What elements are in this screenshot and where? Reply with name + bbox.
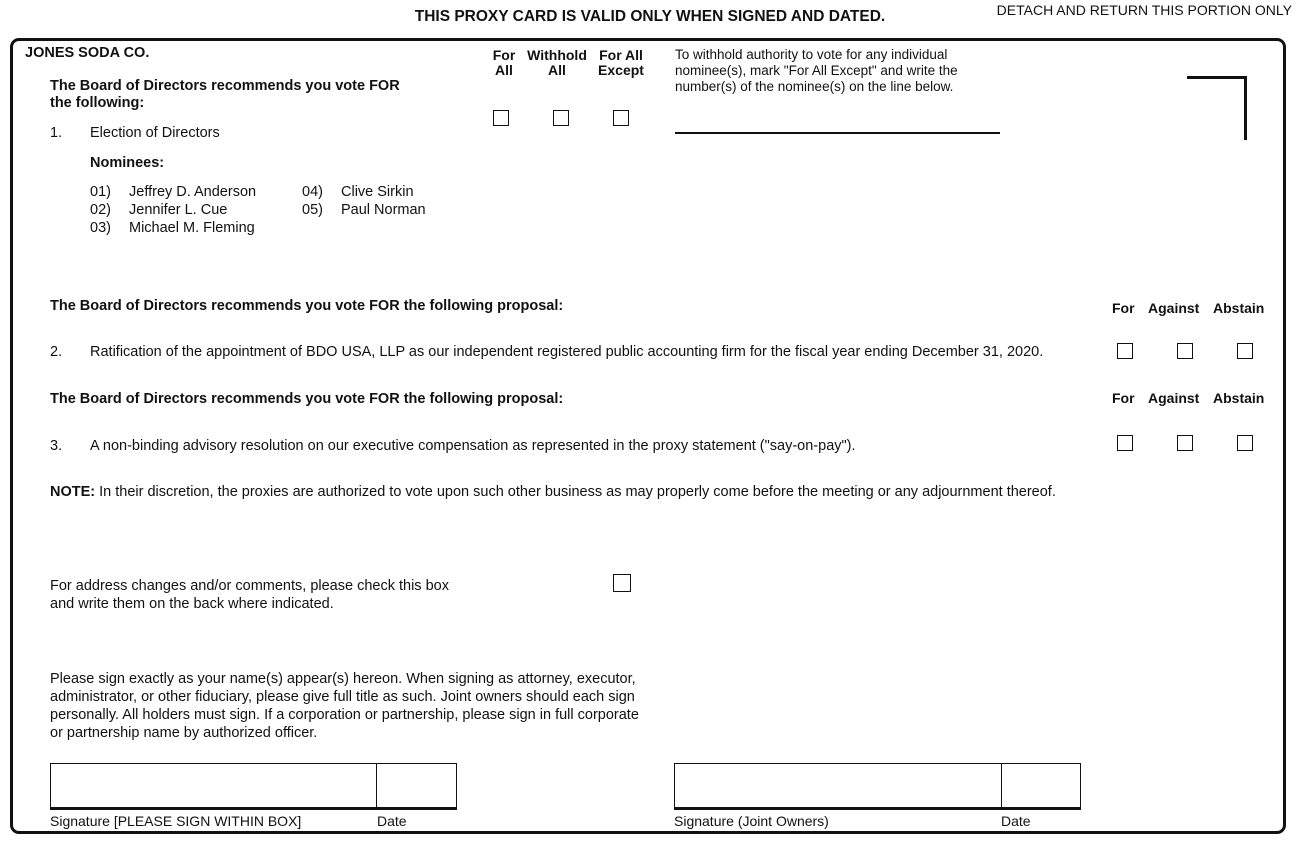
section3-recommend: The Board of Directors recommends you vote FOR the following proposal: xyxy=(50,391,564,407)
nominee-number: 01) xyxy=(90,184,111,200)
instruction-line: nominee(s), mark "For All Except" and write the xyxy=(675,63,958,78)
section2-col-against: Against xyxy=(1148,300,1200,316)
primary-date-box[interactable] xyxy=(376,763,457,810)
nominee-number: 04) xyxy=(302,184,323,200)
address-change-checkbox[interactable] xyxy=(613,574,631,592)
section3-col-against: Against xyxy=(1148,390,1200,406)
section3-col-abstain: Abstain xyxy=(1213,390,1265,406)
detach-notice: DETACH AND RETURN THIS PORTION ONLY xyxy=(996,2,1292,18)
col-for-all-except-header xyxy=(591,48,651,78)
except-nominee-line-field[interactable] xyxy=(675,132,1000,134)
nominee-number: 05) xyxy=(302,202,323,218)
primary-signature-label: Signature [PLEASE SIGN WITHIN BOX] xyxy=(50,813,302,829)
note xyxy=(50,484,1056,500)
item1-for-all-checkbox[interactable] xyxy=(493,110,509,126)
item1-number: 1. xyxy=(50,125,63,141)
note-label: NOTE: xyxy=(50,484,96,500)
instruction-line: number(s) of the nominee(s) on the line below. xyxy=(675,79,954,94)
joint-signature-box[interactable] xyxy=(674,763,1002,810)
sign-instruction-line: Please sign exactly as your name(s) appear(s) hereon. When signing as attorney, executor, xyxy=(50,671,636,687)
primary-signature-box[interactable] xyxy=(50,763,377,810)
col-for-all-header xyxy=(484,48,524,78)
item1-withhold-all-checkbox[interactable] xyxy=(553,110,569,126)
nominee-name: Michael M. Fleming xyxy=(129,220,255,236)
item3-against-checkbox[interactable] xyxy=(1177,435,1193,451)
item3-number: 3. xyxy=(50,438,63,454)
note-text: In their discretion, the proxies are authorized to vote upon such other business as may properly come before the meeting or any adjournment thereof. xyxy=(95,484,1056,500)
col-header-line2: All xyxy=(548,62,566,78)
nominees-label: Nominees: xyxy=(90,155,165,171)
section1-recommend-line1: The Board of Directors recommends you vote FOR xyxy=(50,78,400,94)
address-change-line: For address changes and/or comments, please check this box xyxy=(50,578,449,594)
joint-date-box[interactable] xyxy=(1001,763,1081,810)
nominee-name: Jennifer L. Cue xyxy=(129,202,228,218)
item2-number: 2. xyxy=(50,344,63,360)
address-change-line: and write them on the back where indicated. xyxy=(50,596,334,612)
sign-instruction-line: or partnership name by authorized officer. xyxy=(50,725,318,741)
nominee-name: Clive Sirkin xyxy=(341,184,414,200)
item2-label: Ratification of the appointment of BDO USA, LLP as our independent registered public accounting firm for the fiscal year ending December 31, 2020. xyxy=(90,344,1044,360)
section2-col-for: For xyxy=(1112,300,1135,316)
nominee-name: Paul Norman xyxy=(341,202,426,218)
col-header-line2: All xyxy=(495,62,513,78)
item2-abstain-checkbox[interactable] xyxy=(1237,343,1253,359)
item3-abstain-checkbox[interactable] xyxy=(1237,435,1253,451)
sign-instruction-line: personally. All holders must sign. If a corporation or partnership, please sign in full corporate xyxy=(50,707,639,723)
col-header-line1: For xyxy=(492,47,516,63)
nominee-number: 03) xyxy=(90,220,111,236)
item3-for-checkbox[interactable] xyxy=(1117,435,1133,451)
nominee-name: Jeffrey D. Anderson xyxy=(129,184,257,200)
item2-for-checkbox[interactable] xyxy=(1117,343,1133,359)
primary-date-label: Date xyxy=(377,813,407,829)
sign-instructions xyxy=(50,670,639,742)
col-header-line2: Except xyxy=(598,62,644,78)
withhold-instructions xyxy=(675,47,958,95)
instruction-line: To withhold authority to vote for any individual xyxy=(675,47,948,62)
item1-for-all-except-checkbox[interactable] xyxy=(613,110,629,126)
company-name: JONES SODA CO. xyxy=(25,45,150,61)
section2-col-abstain: Abstain xyxy=(1213,300,1265,316)
section3-col-for: For xyxy=(1112,390,1135,406)
col-header-line1: Withhold xyxy=(527,47,587,63)
valid-notice: THIS PROXY CARD IS VALID ONLY WHEN SIGNED AND DATED. xyxy=(414,8,886,25)
item1-label: Election of Directors xyxy=(90,125,220,141)
sign-instruction-line: administrator, or other fiduciary, please give full title as such. Joint owners should each sign xyxy=(50,689,635,705)
item2-against-checkbox[interactable] xyxy=(1177,343,1193,359)
joint-signature-label: Signature (Joint Owners) xyxy=(674,813,829,829)
joint-date-label: Date xyxy=(1001,813,1031,829)
col-withhold-all-header xyxy=(522,48,592,78)
item3-label: A non-binding advisory resolution on our executive compensation as represented in the proxy statement ("say-on-pay"). xyxy=(90,438,856,454)
section1-recommend-line2: the following: xyxy=(50,95,145,111)
col-header-line1: For All xyxy=(599,47,643,63)
corner-mark xyxy=(1187,76,1247,140)
section2-recommend: The Board of Directors recommends you vote FOR the following proposal: xyxy=(50,298,564,314)
nominee-number: 02) xyxy=(90,202,111,218)
address-change-text xyxy=(50,577,449,613)
